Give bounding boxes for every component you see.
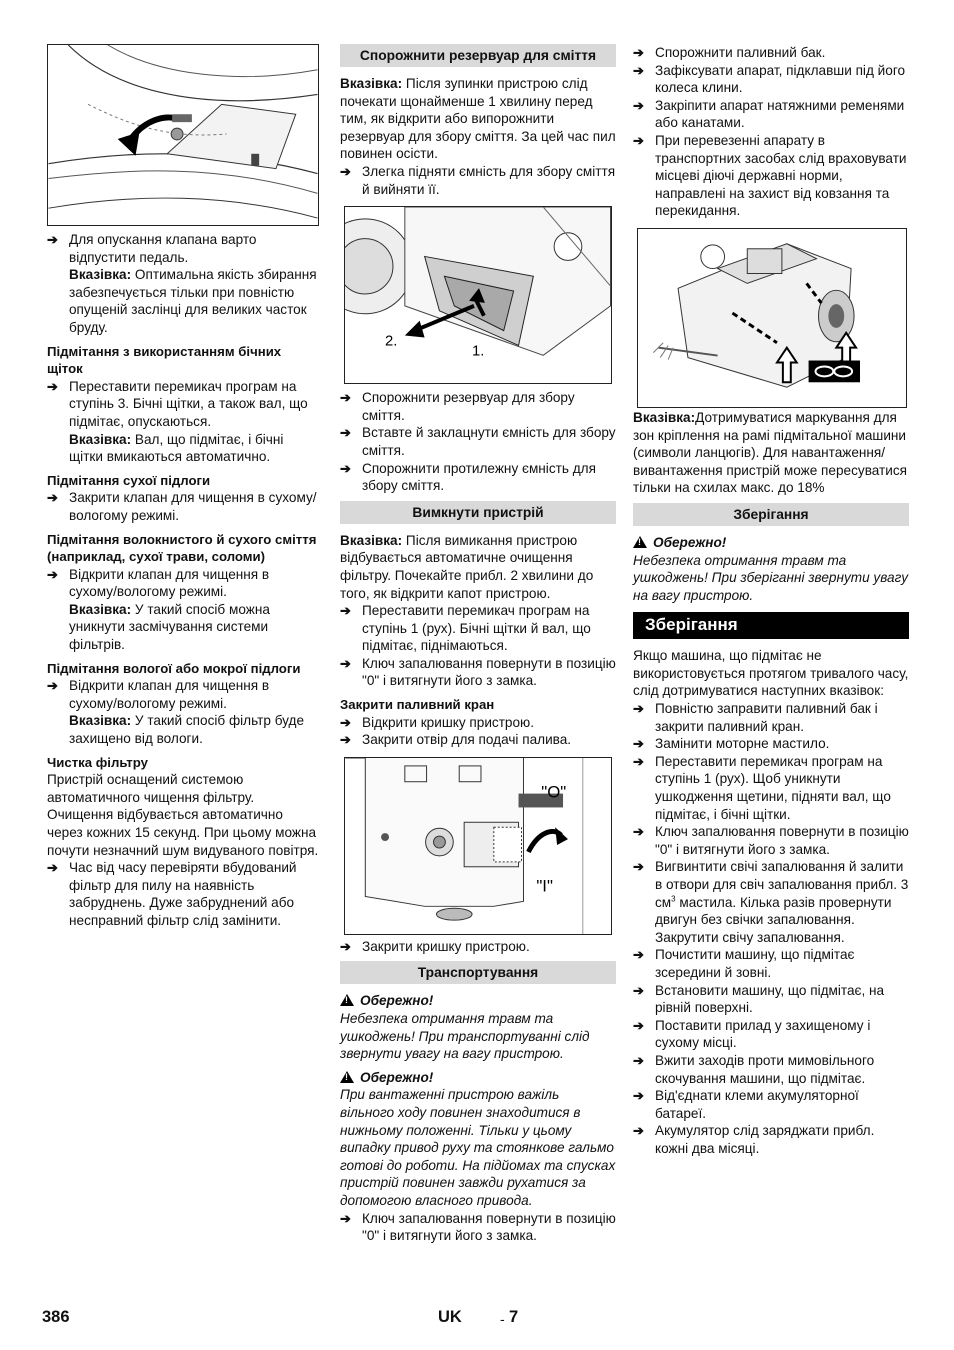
arrow-right-icon: ➔ [633,753,644,769]
arrow-right-icon: ➔ [340,163,351,179]
step-change-oil [633,735,909,753]
step-text: Вставте й заклацнути ємність для збору сміття. [362,425,616,458]
note-moisture [47,712,319,747]
step-text: Переставити перемикач програм на ступінь 1 (рух). Бічні щітки й вал, що підмітає, піднімаються. [362,603,591,654]
step-text: Вжити заходів проти мимовільного скочування машини, що підмітає. [655,1052,875,1086]
fig-label-2: 2. [385,333,398,350]
fig-label-o: "O" [541,782,567,802]
step-text: Злегка підняти ємність для збору сміття й вийняти її. [362,163,616,197]
warning-label: Обережно! [360,993,434,1009]
warning-triangle-icon [340,994,354,1006]
arrow-right-icon: ➔ [633,62,644,78]
step-text: Переставити перемикач програм на ступінь 1 (рух). Щоб уникнути ушкодження щетини, підняти вал, що підмітає, і бічні щітки. [655,753,891,822]
note-label: Вказівка: [340,532,403,548]
step-text: Час від часу перевіряти вбудований фільтр для пилу на наявність забруднень. Дуже забруднений або несправний фільтр слід замінити. [69,860,297,928]
step-open-cover [340,714,616,732]
heading-wet-floor: Підмітання вологої або мокрої підлоги [47,660,301,676]
step-text-cont: мастила. Кілька разів провернути двигун без свічки запалювання. Закрутити свічу запалювання. [655,894,892,945]
page-number: 386 [42,1308,70,1326]
arrow-right-icon: ➔ [633,859,644,875]
step-text: Замінити моторне мастило. [655,736,830,752]
warning-label: Обережно! [360,1069,434,1085]
warning-triangle-icon [340,1071,354,1083]
heading-filter-cleaning: Чистка фільтру [47,754,148,770]
step-text: Закрити отвір для подачі палива. [362,732,572,748]
note-label: Вказівка: [340,76,403,91]
step-open-flap [47,566,319,601]
step-close-flap [47,489,319,524]
note-text: Після вимикання пристрою відбувається автоматичне очищення фільтру. Почекайте прибл. 2 хвилини до того, як відкрити капот пристрою. [340,532,594,601]
note-text: У такий спосіб фільтр буде захищено від вологи. [69,713,305,747]
arrow-right-icon: ➔ [633,45,644,60]
step-clean-machine [633,946,909,981]
section-transport: Транспортування [340,961,616,984]
step-text: Закрити кришку пристрою. [362,938,530,954]
arrow-right-icon: ➔ [340,655,351,671]
note-label: Вказівка: [69,713,132,729]
superscript-3: 3 [671,894,676,904]
step-wedges [633,62,909,97]
figure-tie-down [637,228,907,408]
step-text: Ключ запалювання повернути в позицію "0" і витягнути його з замка. [655,824,909,857]
language-code: UK [438,1308,462,1326]
figure-fuel-valve [344,757,612,935]
column-3 [633,44,909,1158]
paragraph-filter-cleaning: Пристрій оснащений системою автоматичного чищення фільтру. Очищення відбувається автоматично через кожних 15 секунд. При цьому можна почути незначний шум видуваного повітря. [47,772,319,858]
step-lift-container [340,163,616,198]
note-text: Вал, що підмітає, і бічні щітки вмикаються автоматично. [69,431,284,465]
step-check-filter [47,859,319,929]
step-text: Спорожнити протилежну ємність для збору сміття. [362,460,596,494]
step-text: Почистити машину, що підмітає зсередини й зовні. [655,947,855,980]
step-text: Переставити перемикач програм на ступінь 3. Бічні щітки, а також вал, що підмітає, опускаються. [69,378,308,429]
warning-transport-weight [340,992,616,1010]
step-ignition-key-storage [633,823,909,858]
step-text: Вигвинтити свічі запалювання й залити в отвори для свіч запалювання прибл. 3 см [655,859,909,910]
step-spark-plugs [633,858,909,946]
step-text: Відкрити клапан для чищення в сухому/вологому режимі. [69,678,270,711]
warning-text: Небезпека отримання травм та ушкоджень! При транспортуванні слід звернути увагу на вагу пристрою. [340,1011,590,1062]
fig-label-i: "I" [536,876,553,896]
heading-fibrous-debris: Підмітання волокнистого й сухого сміття (наприклад, сухої трави, соломи) [47,531,317,565]
step-text: Акумулятор слід заряджати прибл. кожні два місяці. [655,1123,875,1156]
warning-storage-weight [633,534,909,552]
footer-separator: - [500,1311,505,1327]
arrow-right-icon: ➔ [633,1123,644,1139]
heading-dry-floor: Підмітання сухої підлоги [47,472,211,488]
step-text: Закріпити апарат натяжними ременями або канатами. [655,97,905,131]
paragraph-storage-intro: Якщо машина, що підмітає не використовується протягом тривалого часу, слід дотримуватися наступних вказівок: [633,648,909,699]
tie-down-illustration [638,229,906,407]
arrow-right-icon: ➔ [633,701,644,717]
step-empty-container [340,389,616,424]
step-program-1-storage [633,753,909,823]
step-text: Встановити машину, що підмітає, на рівній поверхні. [655,982,885,1016]
step-text: Зафіксувати апарат, підклавши під його колеса клини. [655,62,906,96]
step-release-pedal [47,231,319,266]
figure-waste-container [344,206,612,384]
arrow-right-icon: ➔ [633,1017,644,1033]
note-tie-down [633,409,909,497]
arrow-right-icon: ➔ [633,97,644,113]
note-label: Вказівка: [633,409,696,425]
arrow-right-icon: ➔ [340,425,351,441]
note-text: Дотримуватися маркування для зон кріплення на рамі підмітальної машини (символи ланцюгів). Для навантаження/вивантаження пристрій може пересуватися тільки на схилах макс. до 18% [633,409,908,496]
heading-close-fuel-valve: Закрити паливний кран [340,697,495,713]
step-text: Повністю заправити паливний бак і закрити паливний кран. [655,701,878,734]
heading-side-brushes: Підмітання з використанням бічних щіток [47,343,282,377]
note-flap [47,266,319,336]
column-1 [47,44,319,930]
flap-pedal-illustration [48,45,318,225]
arrow-right-icon: ➔ [47,678,58,694]
step-dry-place [633,1017,909,1052]
note-label: Вказівка: [69,267,132,283]
step-text: Ключ запалювання повернути в позицію "0" і витягнути його з замка. [362,1210,616,1244]
step-insert-container [340,424,616,459]
warning-loading [340,1069,616,1087]
step-text: Відкрити кришку пристрою. [362,714,535,730]
step-empty-fuel-tank [633,44,909,62]
step-text: Від'єднати клеми акумуляторної батареї. [655,1088,859,1121]
waste-container-illustration [345,207,611,383]
arrow-right-icon: ➔ [340,460,351,476]
note-label: Вказівка: [69,601,132,617]
section-empty-container: Спорожнити резервуар для сміття [340,44,616,67]
step-level-surface [633,982,909,1017]
step-close-cover [340,938,616,956]
step-text: Для опускання клапана варто відпустити педаль. [69,232,257,265]
warning-text: При вантаженні пристрою важіль вільного ходу повинен знаходитися в нижньому положенні. Тільки у цьому випадку привод руху та стоянкове гальмо готові до роботи. На підйомах та спусках пристрій повинен завжди рухатися за допомогою власного привода. [340,1087,616,1208]
step-disconnect-battery [633,1087,909,1122]
column-2 [340,44,616,1245]
arrow-right-icon: ➔ [633,132,644,148]
arrow-right-icon: ➔ [633,982,644,998]
arrow-right-icon: ➔ [633,1088,644,1104]
step-text: При перевезенні апарату в транспортних засобах слід враховувати місцеві діючі державні норми, направлені на захист від ковзання та перекидання. [655,132,907,219]
arrow-right-icon: ➔ [633,736,644,752]
step-text: Спорожнити паливний бак. [655,45,826,60]
figure-flap-pedal [47,44,319,226]
arrow-right-icon: ➔ [340,390,351,406]
step-text: Ключ запалювання повернути в позицію "0" і витягнути його з замка. [362,655,616,689]
warning-text: Небезпека отримання травм та ушкоджень! При зберіганні звернути увагу на вагу пристрою. [633,552,909,603]
step-prevent-rolling [633,1052,909,1087]
note-label: Вказівка: [69,431,132,447]
arrow-right-icon: ➔ [47,378,58,394]
step-text: Спорожнити резервуар для збору сміття. [362,390,575,423]
note-text: У такий спосіб можна уникнути засмічування системи фільтрів. [69,601,270,653]
fuel-valve-illustration [345,758,611,934]
arrow-right-icon: ➔ [633,947,644,963]
arrow-right-icon: ➔ [633,824,644,840]
arrow-right-icon: ➔ [340,603,351,619]
note-brushes [47,431,319,466]
step-program-1 [340,602,616,655]
section-storage-small: Зберігання [633,503,909,526]
fig-label-1: 1. [472,343,485,360]
note-wait [340,75,616,163]
section-storage-main: Зберігання [633,612,909,639]
step-close-fuel [340,731,616,749]
step-straps [633,97,909,132]
arrow-right-icon: ➔ [340,1210,351,1226]
section-page-number: 7 [509,1308,519,1326]
step-ignition-key-transport [340,1210,616,1245]
arrow-right-icon: ➔ [47,566,58,582]
section-switch-off: Вимкнути пристрій [340,501,616,524]
step-fill-fuel [633,700,909,735]
note-text: Після зупинки пристрою слід почекати щонайменше 1 хвилину перед тим, як відкрити або випорожнити резервуар для збору сміття. За цей час пил повинен осісти. [340,76,616,162]
arrow-right-icon: ➔ [340,938,351,954]
arrow-right-icon: ➔ [340,714,351,730]
note-filter-clog [47,601,319,654]
arrow-right-icon: ➔ [340,732,351,748]
warning-label: Обережно! [653,534,727,550]
arrow-right-icon: ➔ [47,860,58,876]
note-filter-auto-clean [340,532,616,602]
step-regulations [633,132,909,220]
warning-triangle-icon [633,536,647,548]
arrow-right-icon: ➔ [47,232,58,247]
step-text: Відкрити клапан для чищення в сухому/вологому режимі. [69,566,270,600]
step-text: Закрити клапан для чищення в сухому/вологому режимі. [69,490,317,523]
step-open-flap-wet [47,677,319,712]
arrow-right-icon: ➔ [633,1052,644,1068]
step-ignition-key [340,655,616,690]
note-text: Оптимальна якість збирання забезпечується тільки при повністю опущеній заслінці для великих часток бруду. [69,267,317,335]
step-text: Поставити прилад у захищеному і сухому місці. [655,1017,871,1051]
step-empty-opposite [340,460,616,495]
step-program-3 [47,378,319,431]
arrow-right-icon: ➔ [47,490,58,506]
step-charge-battery [633,1122,909,1157]
